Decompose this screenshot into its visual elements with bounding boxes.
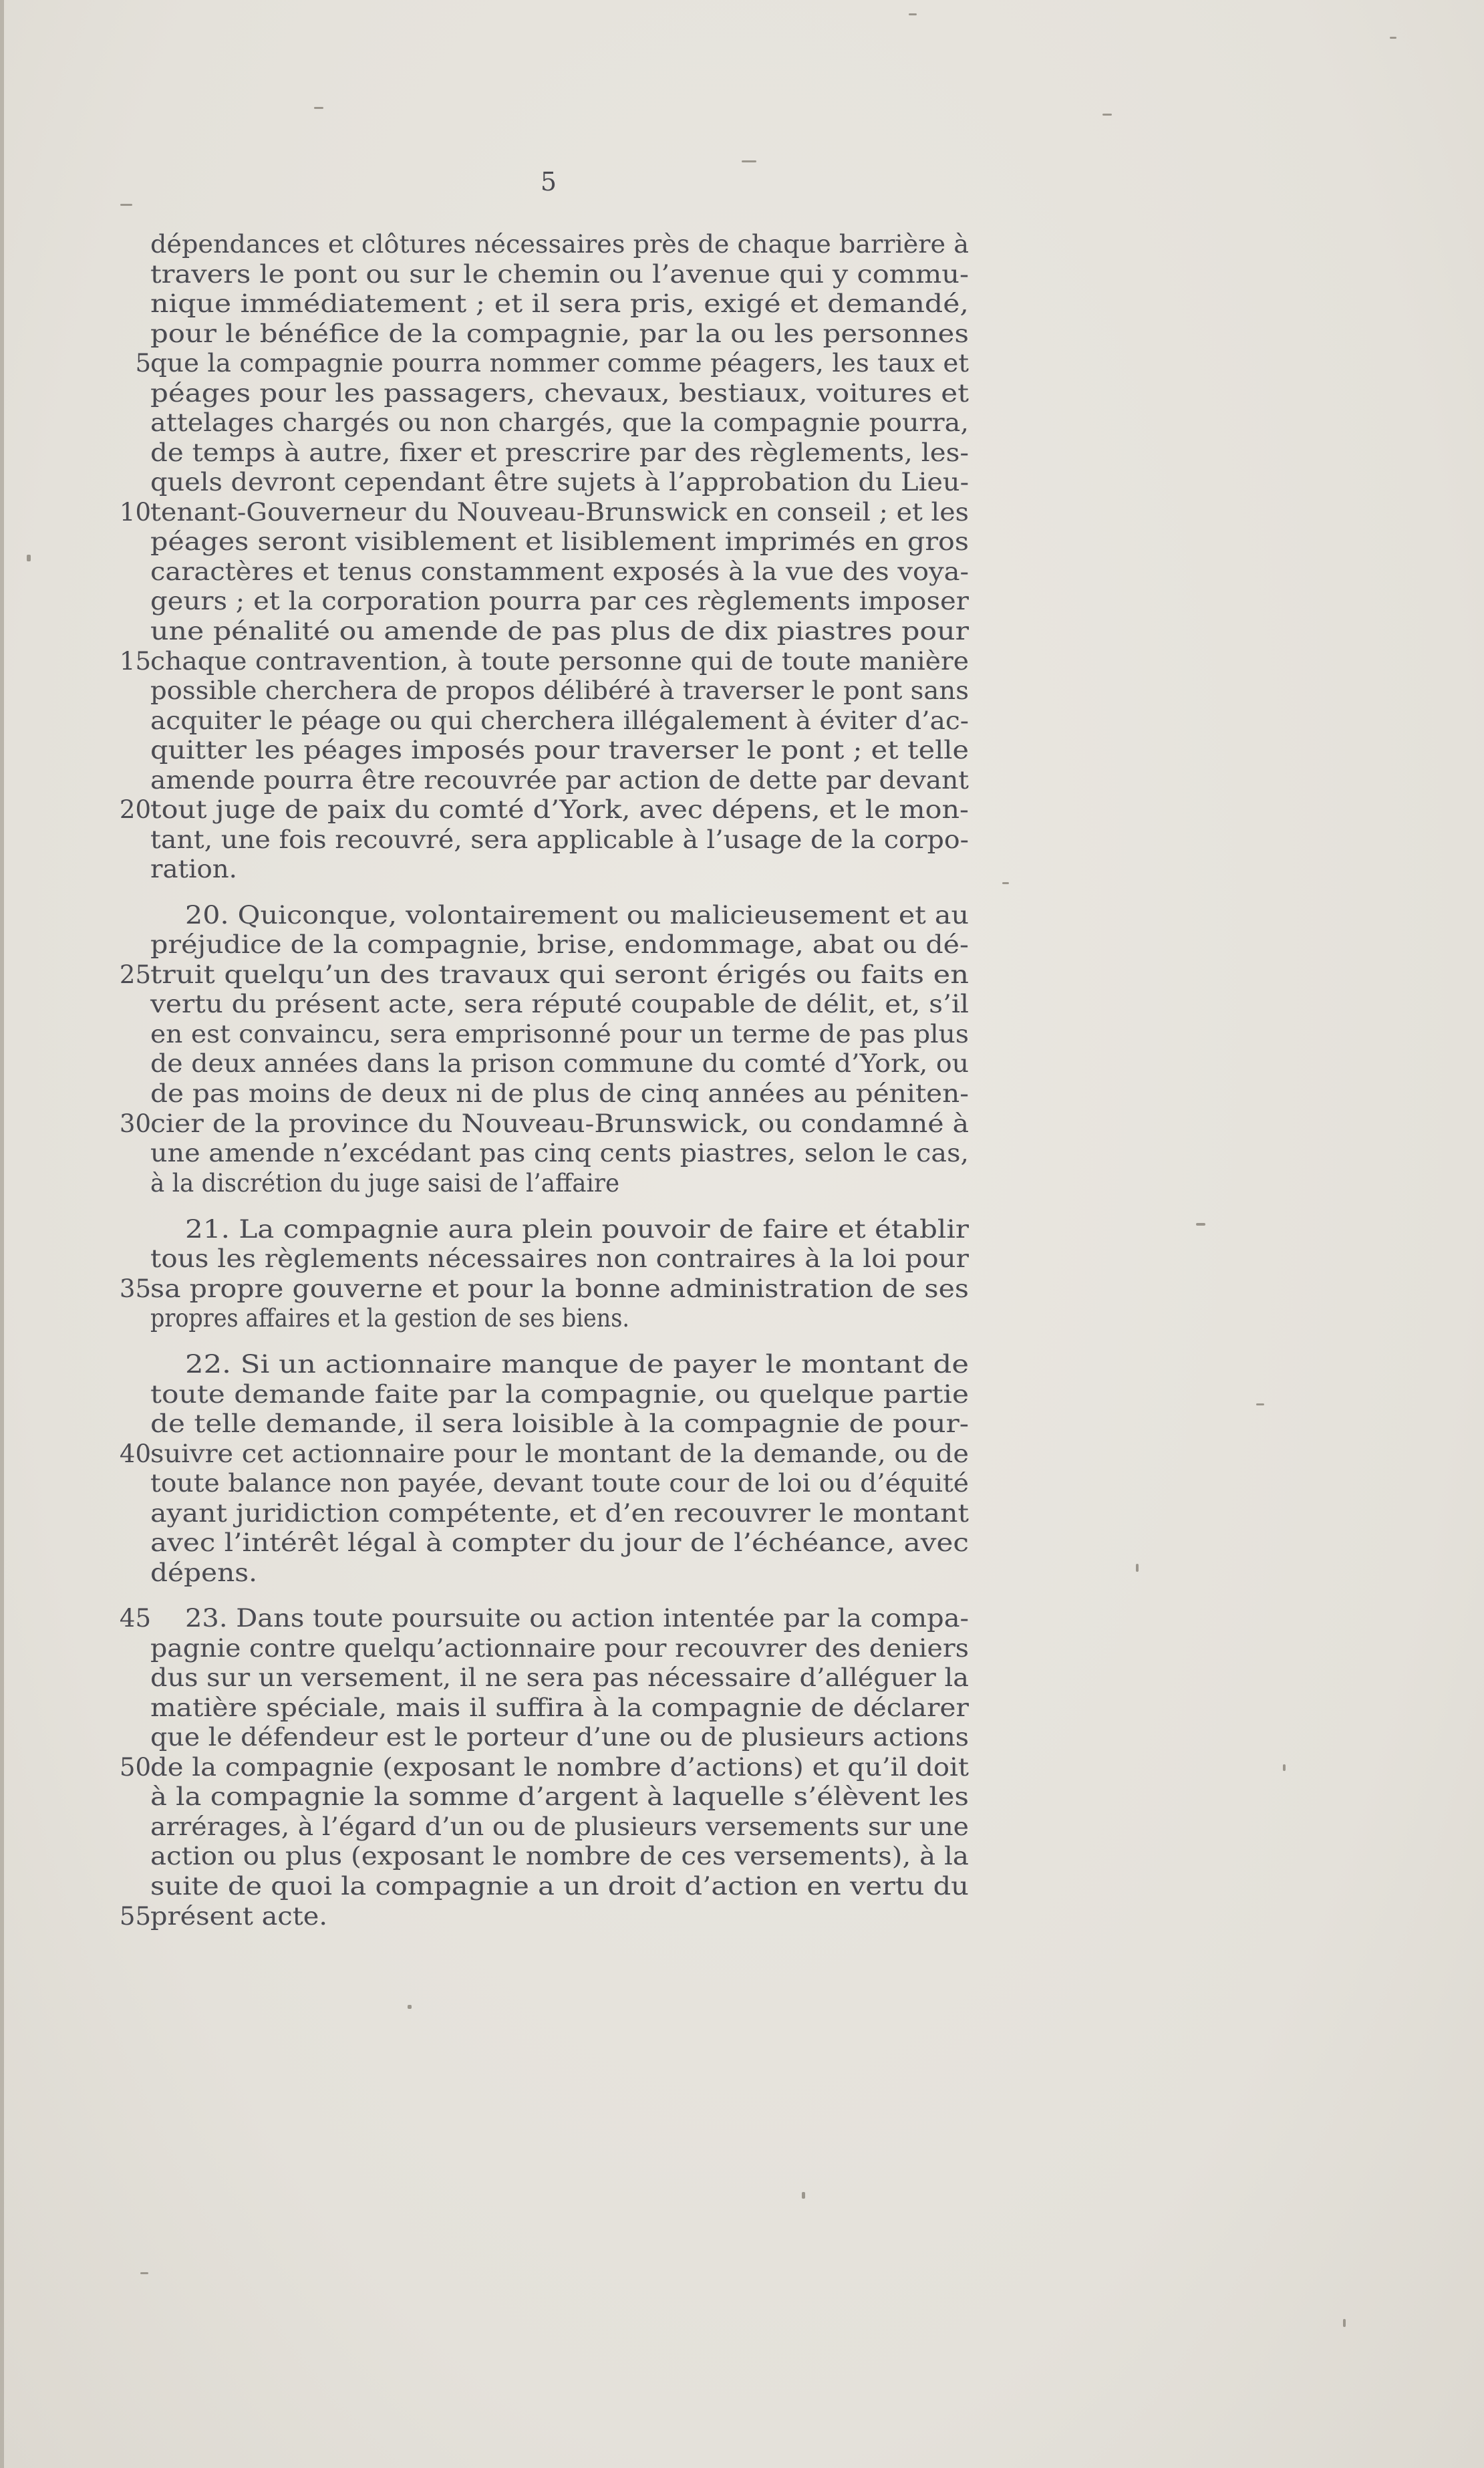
text-line: tout juge de paix du comté d’York, avec dépens, et le mon- [150, 795, 969, 824]
paper-speck [1002, 882, 1009, 884]
text-line: toute balance non payée, devant toute cour de loi ou d’équité [150, 1469, 970, 1498]
text-line: tous les règlements nécessaires non contraires à la loi pour [150, 1244, 969, 1273]
line-number: 15 [119, 647, 151, 676]
line-number: 45 [119, 1604, 151, 1633]
text-line: amende pourra être recouvrée par action de dette par devant [150, 766, 970, 795]
paper-speck [1283, 1764, 1286, 1771]
text-line: 22. Si un actionnaire manque de payer le montant de [185, 1350, 969, 1379]
paper-speck [802, 2192, 805, 2199]
text-line: présent acte. [150, 1902, 328, 1931]
text-line: pour le bénéfice de la compagnie, par la ou les personnes [150, 319, 969, 348]
line-number: 5 [135, 349, 151, 378]
text-line: de la compagnie (exposant le nombre d’actions) et qu’il doit [150, 1753, 970, 1782]
paper-speck [140, 2272, 148, 2274]
line-number: 40 [119, 1439, 151, 1468]
line-number: 25 [119, 960, 151, 989]
text-line: que la compagnie pourra nommer comme péagers, les taux et [150, 349, 970, 378]
text-line: 21. La compagnie aura plein pouvoir de faire et établir [185, 1215, 969, 1244]
text-line: possible cherchera de propos délibéré à traverser le pont sans [150, 676, 969, 705]
paper-speck [120, 204, 132, 206]
line-number: 50 [119, 1753, 151, 1782]
text-line: dépendances et clôtures nécessaires près de chaque barrière à [150, 230, 969, 259]
line-number: 30 [119, 1109, 151, 1138]
text-line: tenant-Gouverneur du Nouveau-Brunswick en conseil ; et les [150, 498, 969, 527]
paper-speck [1196, 1223, 1205, 1226]
text-line: action ou plus (exposant le nombre de ces versements), à la [150, 1842, 969, 1871]
text-line: pagnie contre quelqu’actionnaire pour recouvrer des deniers [150, 1634, 969, 1663]
text-line: ayant juridiction compétente, et d’en recouvrer le montant [150, 1499, 969, 1528]
text-line: suivre cet actionnaire pour le montant de la demande, ou de [150, 1439, 969, 1468]
text-line: avec l’intérêt légal à compter du jour de l’échéance, avec [150, 1528, 969, 1557]
text-line: toute demande faite par la compagnie, ou quelque partie [150, 1380, 969, 1409]
page-edge-shadow [0, 0, 4, 2468]
paper-speck [742, 160, 756, 162]
text-line: suite de quoi la compagnie a un droit d’action en vertu du [150, 1872, 969, 1901]
text-line: péages pour les passagers, chevaux, bestiaux, voitures et [150, 379, 970, 408]
text-line: à la discrétion du juge saisi de l’affaire [150, 1169, 620, 1198]
text-line: quitter les péages imposés pour traverser le pont ; et telle [150, 736, 970, 765]
line-number: 35 [119, 1274, 151, 1303]
text-line: une pénalité ou amende de pas plus de dix piastres pour [150, 617, 970, 646]
text-line: de temps à autre, fixer et prescrire par des règlements, les- [150, 438, 970, 467]
paper-speck [408, 2005, 412, 2009]
paper-speck [27, 555, 31, 561]
text-line: attelages chargés ou non chargés, que la compagnie pourra, [150, 408, 970, 437]
text-line: de telle demande, il sera loisible à la compagnie de pour- [150, 1409, 970, 1438]
text-line: chaque contravention, à toute personne qui de toute manière [150, 647, 970, 676]
text-line: 23. Dans toute poursuite ou action intentée par la compa- [185, 1604, 970, 1633]
paper-speck [314, 107, 323, 109]
text-line: acquiter le péage ou qui cherchera illégalement à éviter d’ac- [150, 706, 969, 735]
text-line: une amende n’excédant pas cinq cents piastres, selon le cas, [150, 1139, 970, 1168]
paper-speck [1136, 1564, 1139, 1572]
text-line: tant, une fois recouvré, sera applicable à l’usage de la corpo- [150, 825, 969, 854]
line-number: 20 [119, 795, 151, 824]
text-line: cier de la province du Nouveau-Brunswick, ou condamné à [150, 1109, 970, 1138]
text-line: dus sur un versement, il ne sera pas nécessaire d’alléguer la [150, 1663, 969, 1692]
text-line: nique immédiatement ; et il sera pris, exigé et demandé, [150, 289, 969, 318]
text-line: arrérages, à l’égard d’un ou de plusieurs versements sur une [150, 1812, 970, 1841]
text-line: ration. [150, 855, 237, 883]
text-line: préjudice de la compagnie, brise, endommage, abat ou dé- [150, 930, 969, 959]
text-line: en est convaincu, sera emprisonné pour un terme de pas plus [150, 1020, 969, 1049]
text-line: vertu du présent acte, sera réputé coupable de délit, et, s’il [150, 990, 969, 1018]
text-line: 20. Quiconque, volontairement ou malicieusement et au [185, 901, 970, 930]
text-line: propres affaires et la gestion de ses biens. [150, 1304, 629, 1333]
text-line: que le défendeur est le porteur d’une ou de plusieurs actions [150, 1723, 970, 1752]
text-line: de deux années dans la prison commune du comté d’York, ou [150, 1049, 969, 1078]
text-line: truit quelqu’un des travaux qui seront érigés ou faits en [150, 960, 969, 989]
line-number: 10 [119, 498, 151, 527]
line-number: 55 [119, 1902, 151, 1931]
paper-speck [1256, 1403, 1264, 1405]
text-line: caractères et tenus constamment exposés à la vue des voya- [150, 557, 970, 586]
text-line: sa propre gouverne et pour la bonne administration de ses [150, 1274, 969, 1303]
paper-speck [1390, 37, 1396, 39]
text-line: geurs ; et la corporation pourra par ces règlements imposer [150, 587, 969, 615]
text-line: travers le pont ou sur le chemin ou l’avenue qui y commu- [150, 260, 970, 289]
text-line: à la compagnie la somme d’argent à laquelle s’élèvent les [150, 1782, 969, 1811]
text-line: de pas moins de deux ni de plus de cinq années au péniten- [150, 1079, 969, 1108]
page-number: 5 [540, 167, 557, 196]
paper-speck [1102, 114, 1112, 116]
text-line: péages seront visiblement et lisiblement imprimés en gros [150, 527, 970, 556]
paper-speck [909, 13, 917, 15]
text-line: dépens. [150, 1558, 258, 1587]
paper-speck [1343, 2319, 1346, 2327]
text-line: matière spéciale, mais il suffira à la compagnie de déclarer [150, 1693, 970, 1722]
text-line: quels devront cependant être sujets à l’approbation du Lieu- [150, 468, 970, 497]
